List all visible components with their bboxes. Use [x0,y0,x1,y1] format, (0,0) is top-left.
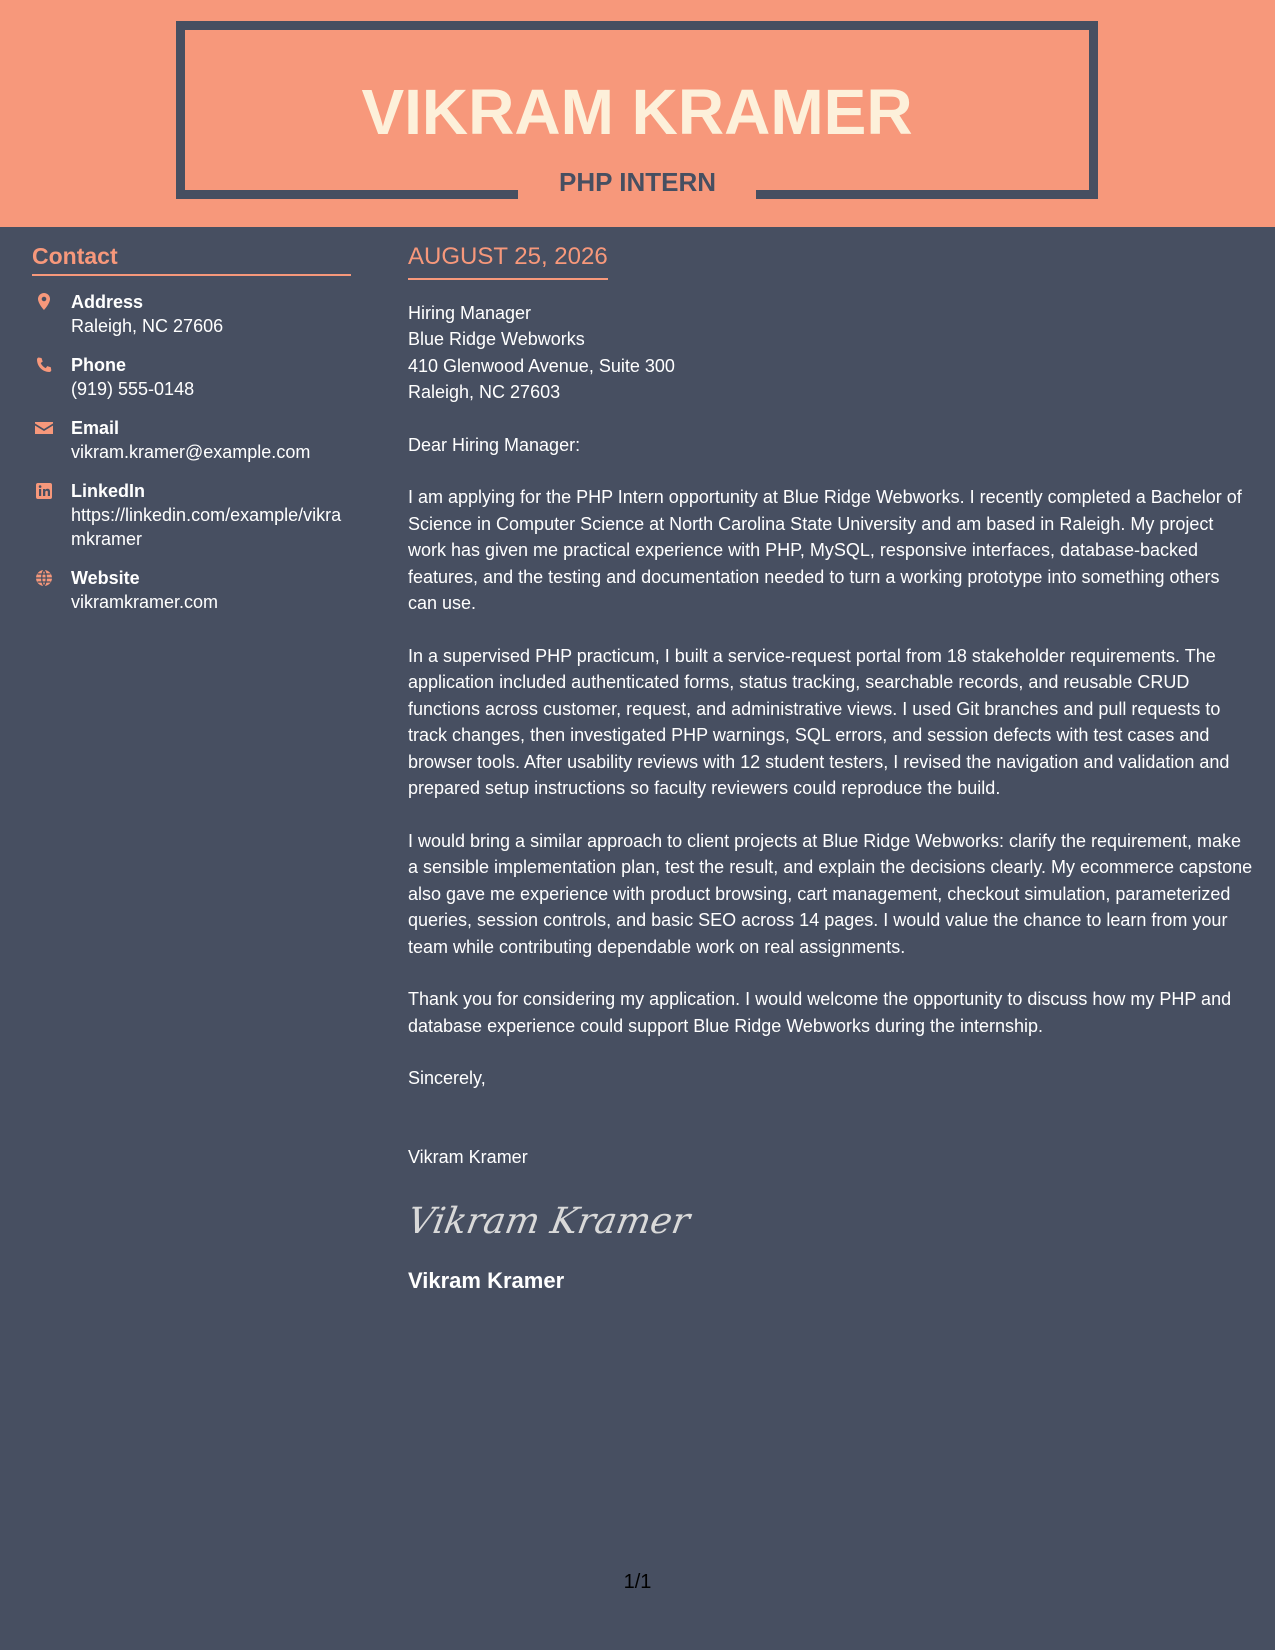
header-banner [0,0,1275,227]
letter-body [404,243,1253,1294]
closing: Sincerely, [408,1068,486,1089]
phone-icon [34,355,54,375]
location-pin-icon [34,292,54,312]
recipient-block [408,300,1253,406]
contact-value: vikram.kramer@example.com [71,442,311,462]
body-paragraph: Thank you for considering my application. I would welcome the opportunity to discuss how my PHP and database experience could support Blue Ridge Webworks during the internship. [408,989,1232,1036]
page-number: 1/1 [623,1571,652,1593]
body-paragraph: I am applying for the PHP Intern opportunity at Blue Ridge Webworks. I recently completed a Bachelor of Science in Computer Science at North Carolina State University and am based in Raleigh. My project work has given me practical experience with PHP, MySQL, responsive interfaces, database-backed features, and the testing and documentation needed to turn a working prototype into something others can use. [408,487,1242,614]
envelope-icon [34,418,54,438]
contact-label: Website [71,568,140,588]
handwritten-signature: Vikram Kramer [404,1201,693,1243]
contact-linkedin [32,479,351,551]
contact-label: Phone [71,355,127,375]
contact-value: vikramkramer.com [71,592,219,612]
salutation: Dear Hiring Manager: [408,434,581,455]
typed-name: Vikram Kramer [408,1146,528,1167]
linkedin-icon [34,481,54,501]
contact-website [32,566,351,614]
body-paragraph: In a supervised PHP practicum, I built a service-request portal from 18 stakeholder requirements. The application included authenticated forms, status tracking, searchable records, and reusable CRUD functions across customer, request, and administrative views. I used Git branches and pull requests to track changes, then investigated PHP warnings, SQL errors, and session defects with test cases and browser tools. After usability reviews with 12 student testers, I revised the navigation and validation and prepared setup instructions so faculty reviewers could reproduce the build. [408,645,1230,799]
recipient-line: Hiring Manager [408,302,532,323]
contact-value: https://linkedin.com/example/vikramkramer [71,505,342,549]
letter-date: AUGUST 25, 2026 [408,243,608,280]
recipient-line: 410 Glenwood Avenue, Suite 300 [408,355,675,376]
contact-heading: Contact [32,243,351,276]
signed-name: Vikram Kramer [408,1267,565,1293]
contact-phone [32,353,351,401]
job-title: PHP INTERN [559,167,716,197]
recipient-line: Blue Ridge Webworks [408,329,585,350]
recipient-line: Raleigh, NC 27603 [408,382,561,403]
contact-label: LinkedIn [71,481,146,501]
contact-address [32,290,351,338]
contact-sidebar [32,243,351,614]
contact-label: Email [71,418,120,438]
globe-icon [34,568,54,588]
contact-email [32,416,351,464]
body-paragraph: I would bring a similar approach to client projects at Blue Ridge Webworks: clarify the requirement, make a sensible implementation plan, test the result, and explain the decisions clearly. My ecommerce capstone also gave me experience with product browsing, cart management, checkout simulation, parameterized queries, session controls, and basic SEO across 14 pages. I would value the chance to learn from your team while contributing dependable work on real assignments. [408,830,1253,957]
contact-value: Raleigh, NC 27606 [71,316,224,336]
contact-value: (919) 555-0148 [71,379,195,399]
candidate-name: VIKRAM KRAMER [361,76,913,148]
contact-label: Address [71,292,144,312]
